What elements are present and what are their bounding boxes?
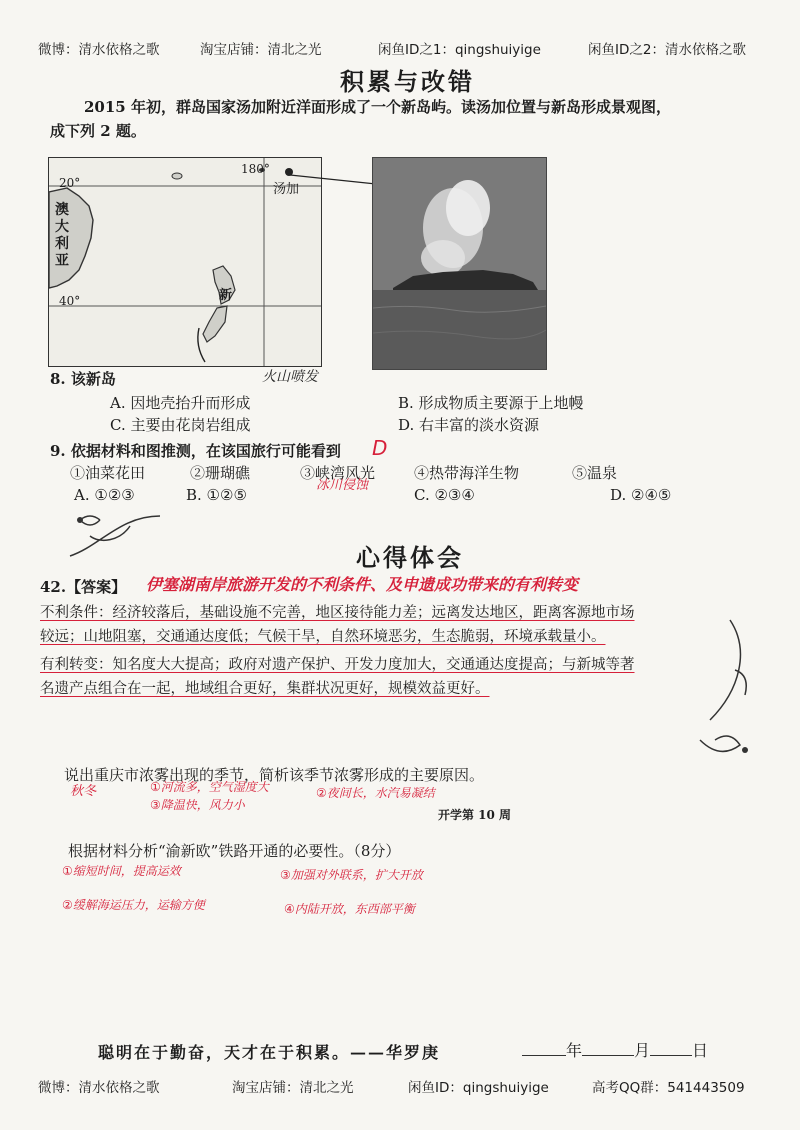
q42-handnote: 伊塞湖南岸旅游开发的不利条件、及申遗成功带来的有利转变 <box>146 575 579 594</box>
q42-line-2-text: 较远；山地阻塞，交通通达度低；气候干旱，自然环境恶劣，生态脆弱，环境承载量小。 <box>40 629 606 645</box>
motto-text: 聪明在于勤奋，天才在于积累。——华罗庚 <box>98 1043 441 1062</box>
rail-hand-2: ③加强对外联系，扩大开放 <box>280 868 423 882</box>
q8-option-b: B. 形成物质主要源于上地幔 <box>398 394 584 412</box>
header-xianyu-2: 闲鱼ID之2：清水依格之歌 <box>588 42 746 58</box>
q9-option-1: ①油菜花田 <box>70 464 146 482</box>
footer-taobao: 淘宝店铺：清北之光 <box>232 1080 354 1096</box>
q9-option-5: ⑤温泉 <box>572 464 618 482</box>
header-taobao: 淘宝店铺：清北之光 <box>200 42 322 58</box>
day-label: 日 <box>692 1041 709 1060</box>
intro-line-1: 2015 年初，群岛国家汤加附近洋面形成了一个新岛屿。读汤加位置与新岛形成景观图， <box>84 98 671 116</box>
q8-handnote: 火山喷发 <box>262 369 318 385</box>
map-australia-label: 澳大利亚 <box>55 202 69 269</box>
q42-label: 42.【答案】 <box>40 578 127 596</box>
month-label: 月 <box>634 1041 651 1060</box>
rail-hand-3: ②缓解海运压力，运输方便 <box>62 898 205 912</box>
q8-option-a: A. 因地壳抬升而形成 <box>110 394 251 412</box>
q9-stem: 9. 依据材料和图推测，在该国旅行可能看到 <box>50 442 341 460</box>
q9-option-c: C. ②③④ <box>414 486 475 504</box>
map-lon-180: 180° <box>241 162 270 176</box>
rail-hand-4: ④内陆开放，东西部平衡 <box>284 902 415 916</box>
intro-line-2: 成下列 2 题。 <box>50 122 146 140</box>
header-weibo: 微博：清水依格之歌 <box>38 42 160 58</box>
q42-answer-line-3 <box>40 654 635 676</box>
footer-weibo: 微博：清水依格之歌 <box>38 1080 160 1096</box>
map-lat-20: 20° <box>59 176 81 190</box>
year-blank[interactable] <box>522 1041 566 1056</box>
q42-line-4-text: 名遗产点组合在一起，地域组合更好，集群状况更好，规模效益更好。 <box>40 681 490 697</box>
q9-option-b: B. ①②⑤ <box>186 486 247 504</box>
q9-option-d: D. ②④⑤ <box>610 486 672 504</box>
new-island-photo <box>372 157 547 370</box>
q42-answer-line-2 <box>40 626 606 648</box>
rail-hand-1: ①缩短时间，提高运效 <box>62 864 181 878</box>
fog-hand-1: ①河流多，空气湿度大 <box>150 780 269 794</box>
q42-line-1-text: 不利条件：经济较落后，基础设施不完善，地区接待能力差；远离发达地区，距离客源地市场 <box>40 605 635 621</box>
q9-option-2: ②珊瑚礁 <box>190 464 251 482</box>
fog-question: 说出重庆市浓雾出现的季节，简析该季节浓雾形成的主要原因。 <box>64 766 485 784</box>
month-blank[interactable] <box>582 1041 634 1056</box>
header-xianyu-1: 闲鱼ID之1：qingshuiyige <box>378 42 541 58</box>
date-line <box>522 1038 708 1061</box>
q8-stem: 8. 该新岛 <box>50 370 116 388</box>
map-nz-label: 新 <box>219 288 233 303</box>
map-tonga-label: 汤加 <box>273 182 300 197</box>
section-title-reflection: 心得体会 <box>356 543 464 572</box>
q42-answer-line-1 <box>40 602 635 624</box>
fog-hand-2: ③降温快，风力小 <box>150 798 245 812</box>
q42-answer-line-4 <box>40 678 490 700</box>
fog-hand-3: ②夜间长，水汽易凝结 <box>316 786 435 800</box>
q8-option-c: C. 主要由花岗岩组成 <box>110 416 251 434</box>
day-blank[interactable] <box>650 1041 692 1056</box>
section-title-accumulate: 积累与改错 <box>340 67 475 96</box>
footer-qq: 高考QQ群：541443509 <box>592 1080 745 1096</box>
q9-option-4: ④热带海洋生物 <box>414 464 520 482</box>
fog-page-ref: 开学第 10 周 <box>438 808 512 822</box>
rail-question: 根据材料分析“渝新欧”铁路开通的必要性。（8分） <box>68 842 401 860</box>
q9-option-3: ③峡湾风光 <box>300 464 376 482</box>
q9-option-a: A. ①②③ <box>74 486 135 504</box>
volcano-photo-graphic <box>373 158 546 369</box>
flourish-right-icon <box>640 610 760 770</box>
q9-handnote: 冰川侵蚀 <box>316 478 369 493</box>
tonga-location-map <box>48 157 322 367</box>
q42-line-3-text: 有利转变：知名度大大提高；政府对遗产保护、开发力度加大，交通通达度提高；与新城等著 <box>40 657 635 673</box>
footer-xianyu: 闲鱼ID：qingshuiyige <box>408 1080 549 1096</box>
q8-option-d: D. 右丰富的淡水资源 <box>398 416 540 434</box>
map-lat-40: 40° <box>59 294 81 308</box>
year-label: 年 <box>566 1041 583 1060</box>
q9-answer-mark: D <box>372 436 388 460</box>
fog-hand-season: 秋冬 <box>70 784 97 799</box>
flourish-left-icon <box>60 506 170 566</box>
